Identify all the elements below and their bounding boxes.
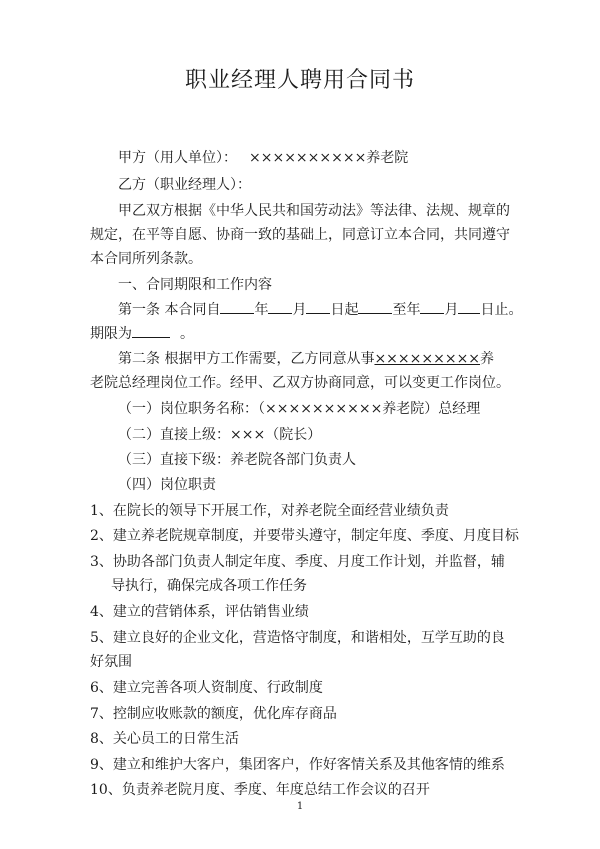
day-blank xyxy=(306,298,330,314)
document-title: 职业经理人聘用合同书 xyxy=(184,68,415,93)
intro-line-1: 甲乙双方根据《中华人民共和国劳动法》等法律、法规、规章的 xyxy=(118,203,510,219)
article-2-line-1 xyxy=(118,348,494,370)
duty-2: 2、建立养老院规章制度，并要带头遵守，制定年度、季度、月度目标 xyxy=(90,528,519,544)
duty-5-continued: 好氛围 xyxy=(90,654,132,670)
period-blank xyxy=(132,322,170,338)
section-1-heading: 一、合同期限和工作内容 xyxy=(118,277,272,293)
end-day-blank xyxy=(458,298,480,314)
duty-7: 7、控制应收账款的额度，优化库存商品 xyxy=(90,706,337,722)
article-1-to-year: 至年 xyxy=(392,302,421,318)
duty-4: 4、建立的营销体系，评估销售业绩 xyxy=(90,604,309,620)
article-1-year: 年 xyxy=(254,302,269,318)
sub-item-2: （二）直接上级：×××（院长） xyxy=(118,427,322,443)
year-blank xyxy=(220,298,254,314)
duty-9: 9、建立和维护大客户，集团客户，作好客情关系及其他客情的维系 xyxy=(90,757,505,773)
end-year-blank xyxy=(358,298,392,314)
month-blank xyxy=(268,298,292,314)
article-2-prefix: 第二条 根据甲方工作需要，乙方同意从事 xyxy=(118,351,375,367)
article-1-end-month: 月 xyxy=(444,302,459,318)
party-a-line xyxy=(118,147,408,169)
period-prefix: 期限为 xyxy=(90,326,132,342)
duty-3-continued: 导执行，确保完成各项工作任务 xyxy=(111,578,307,594)
party-a-value: ××××××××××养老院 xyxy=(249,150,409,166)
article-1-line xyxy=(118,298,522,321)
duty-8: 8、关心员工的日常生活 xyxy=(90,731,239,747)
end-month-blank xyxy=(420,298,444,314)
article-1-prefix: 第一条 本合同自 xyxy=(118,302,221,318)
party-a-label: 甲方（用人单位）： xyxy=(118,150,237,166)
intro-line-3: 本合同所列条款。 xyxy=(90,251,202,267)
article-1-month: 月 xyxy=(292,302,307,318)
duty-3: 3、协助各部门负责人制定年度、季度、月度工作计划，并监督，辅 xyxy=(90,554,505,570)
article-2-line-2: 老院总经理岗位工作。经甲、乙双方协商同意，可以变更工作岗位。 xyxy=(90,375,510,391)
page-number: 1 xyxy=(296,801,304,812)
duty-5: 5、建立良好的企业文化，营造恪守制度，和谐相处，互学互助的良 xyxy=(90,630,505,646)
article-1-end-day: 日止。 xyxy=(480,302,523,318)
article-1-period-line xyxy=(90,322,194,345)
intro-line-2: 规定，在平等自愿、协商一致的基础上，同意订立本合同，共同遵守 xyxy=(90,227,510,243)
sub-item-1: （一）岗位职务名称：（××××××××××养老院）总经理 xyxy=(118,401,481,417)
sub-item-3: （三）直接下级：养老院各部门负责人 xyxy=(118,452,356,468)
party-b-line: 乙方（职业经理人）： xyxy=(118,177,251,193)
article-1-day-start: 日起 xyxy=(330,302,359,318)
duty-1: 1、在院长的领导下开展工作，对养老院全面经营业绩负责 xyxy=(90,503,449,519)
duty-10: 10、负责养老院月度、季度、年度总结工作会议的召开 xyxy=(90,782,430,798)
sub-item-4: （四）岗位职责 xyxy=(118,477,216,493)
article-2-underlined: ××××××××× xyxy=(374,351,481,367)
period-suffix: 。 xyxy=(180,326,194,342)
article-2-suffix: 养 xyxy=(480,351,495,367)
duty-6: 6、建立完善各项人资制度、行政制度 xyxy=(90,680,323,696)
